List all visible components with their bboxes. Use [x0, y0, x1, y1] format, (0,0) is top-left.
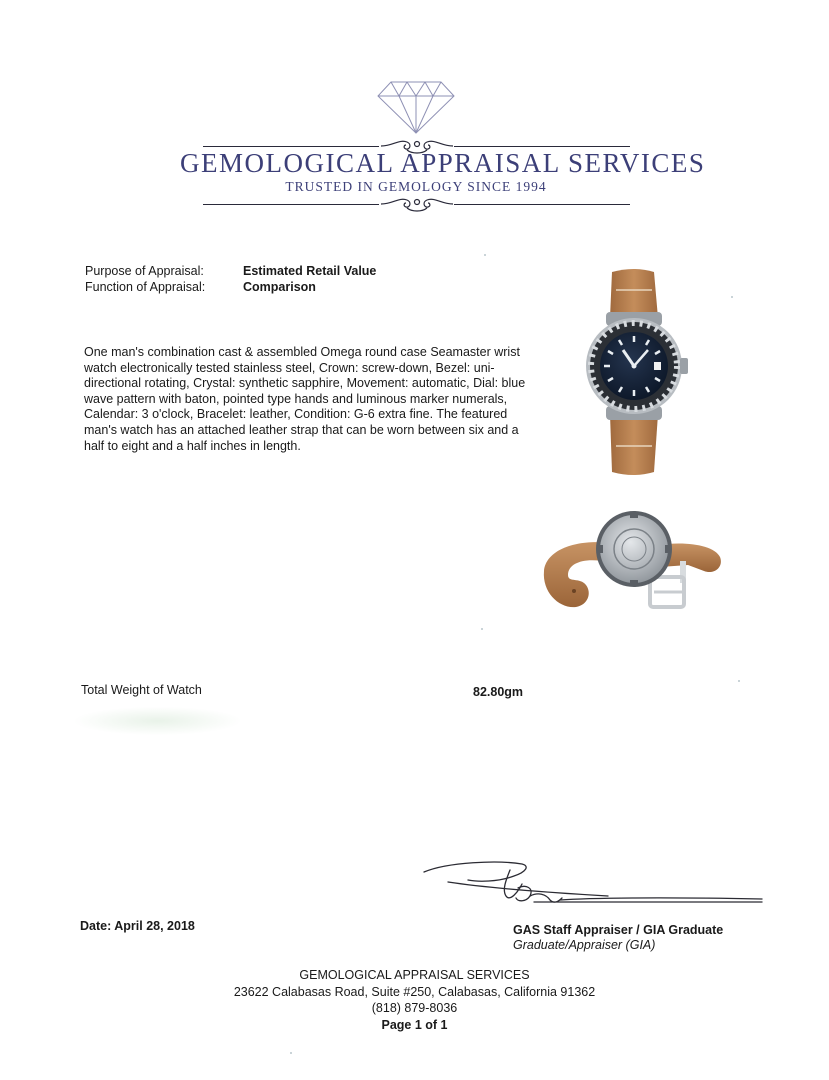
- appraisal-date: Date: April 28, 2018: [80, 919, 195, 933]
- scan-speck: [481, 628, 483, 630]
- scan-speck: [738, 680, 740, 682]
- footer-address: 23622 Calabasas Road, Suite #250, Calabasas, California 91362: [233, 985, 596, 999]
- company-tagline: TRUSTED IN GEMOLOGY SINCE 1994: [285, 179, 547, 194]
- total-weight-label: Total Weight of Watch: [81, 683, 202, 697]
- appraiser-title: GAS Staff Appraiser / GIA Graduate: [513, 923, 724, 937]
- function-label: Function of Appraisal:: [85, 280, 206, 294]
- company-name: GEMOLOGICAL APPRAISAL SERVICES: [180, 148, 706, 178]
- header-rule-bottom-right: [454, 204, 630, 205]
- purpose-value: Estimated Retail Value: [243, 264, 377, 278]
- watch-description: One man's combination cast & assembled Omega round case Seamaster wrist watch electronically tested stainless steel, Crown: screw-down, Bezel: uni-directional rotating, Crystal: synthetic sapphire, Movement: automatic, Dial: blue wave pattern with baton, pointed type hands and luminous marker numerals, Calendar: 3 o'clock, Bracelet: leather, Condition: G-6 extra fine. The featured man's watch has an attached leather strap that can be worn between six and a half to eight and a half inches in length.: [84, 345, 526, 453]
- header-rule-top-right: [454, 146, 630, 147]
- scan-speck: [731, 296, 733, 298]
- purpose-label: Purpose of Appraisal:: [85, 264, 204, 278]
- scan-speck: [484, 254, 486, 256]
- header-rule-top-left: [203, 146, 379, 147]
- appraiser-credential: Graduate/Appraiser (GIA): [513, 938, 656, 952]
- header-rule-bottom-left: [203, 204, 379, 205]
- signature-image: [418, 858, 763, 916]
- watch-back-image: [538, 505, 723, 617]
- total-weight-value: 82.80gm: [473, 685, 524, 699]
- function-value: Comparison: [243, 280, 316, 294]
- footer-company-name: GEMOLOGICAL APPRAISAL SERVICES: [299, 968, 530, 982]
- flourish-ornament-icon: [379, 194, 455, 214]
- page-number: Page 1 of 1: [381, 1018, 448, 1032]
- watch-front-image: [578, 268, 690, 476]
- faint-smudge: [75, 707, 240, 735]
- diamond-logo-icon: [377, 80, 455, 134]
- scan-speck: [290, 1052, 292, 1054]
- footer-phone: (818) 879-8036: [371, 1001, 458, 1015]
